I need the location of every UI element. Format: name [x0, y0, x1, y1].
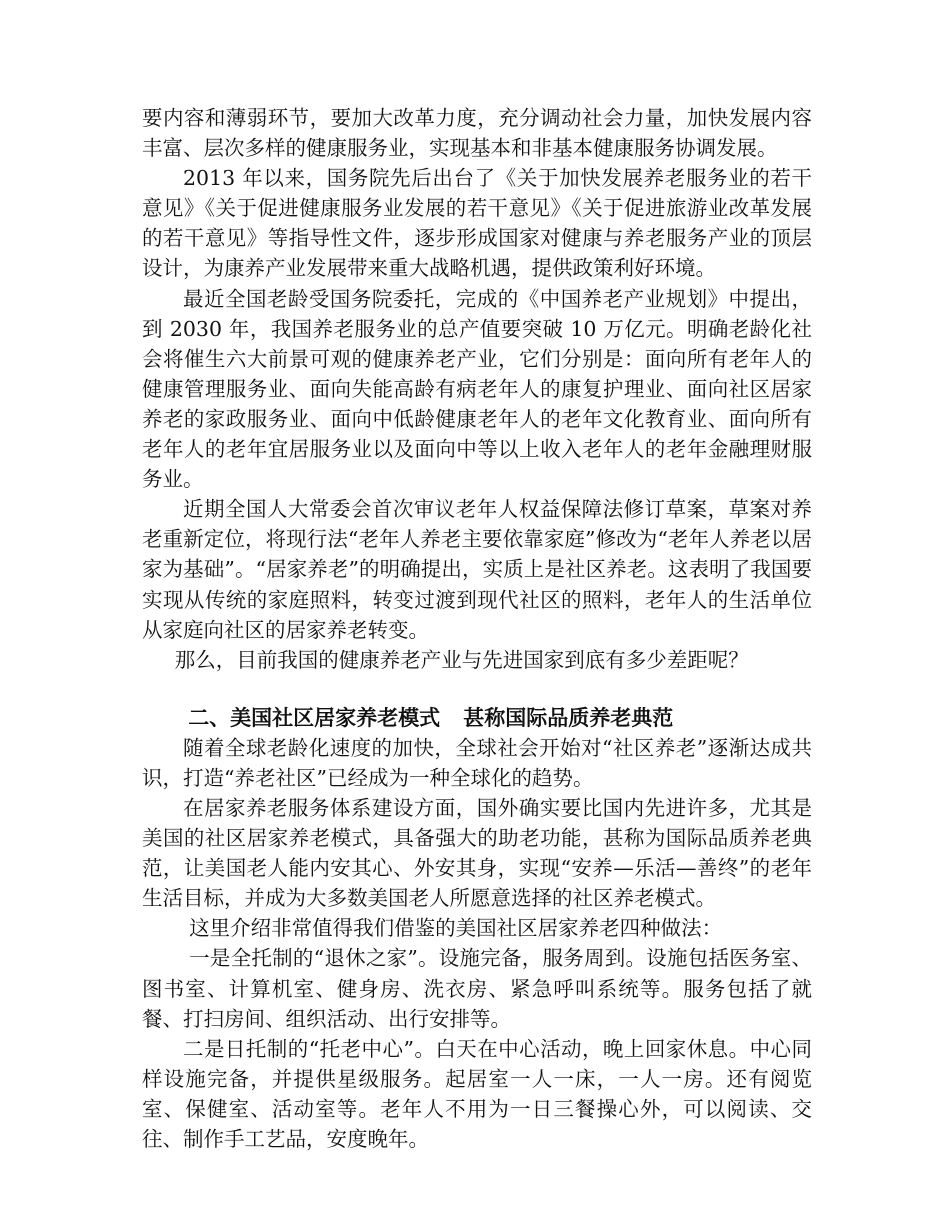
- section-heading: [142, 703, 812, 733]
- paragraph-industry-plan: 最近全国老龄受国务院委托，完成的《中国养老产业规划》中提出，到 2030 年，我国养老服务业的总产值要突破 10 万亿元。明确老龄化社会将催生六大前景可观的健康养老产业，它们分别是：面向所有老年人的健康管理服务业、面向失能高龄有病老年人的康复护理业、面向社区居家养老的家政服务业、面向中低龄健康老年人的老年文化教育业、面向所有老年人的老年宜居服务业以及面向中等以上收入老年人的老年金融理财服务业。: [142, 286, 812, 492]
- paragraph-continuation: 要内容和薄弱环节，要加大改革力度，充分调动社会力量，加快发展内容丰富、层次多样的健康服务业，实现基本和非基本健康服务协调发展。: [142, 106, 812, 161]
- paragraph-method-one: 一是全托制的“退休之家”。设施完备，服务周到。设施包括医务室、图书室、计算机室、健身房、洗衣房、紧急呼叫系统等。服务包括了就餐、打扫房间、组织活动、出行安排等。: [142, 946, 812, 1031]
- paragraph-global-trend: 随着全球老龄化速度的加快，全球社会开始对“社区养老”逐渐达成共识，打造“养老社区”已经成为一种全球化的趋势。: [142, 735, 812, 790]
- paragraph-law-revision: 近期全国人大常委会首次审议老年人权益保障法修订草案，草案对养老重新定位，将现行法“老年人养老主要依靠家庭”修改为“老年人养老以居家为基础”。“居家养老”的明确提出，实质上是社区养老。这表明了我国要实现从传统的家庭照料，转变过渡到现代社区的照料，老年人的生活单位从家庭向社区的居家养老转变。: [142, 497, 812, 642]
- document-body: [142, 103, 812, 1154]
- section-heading-part2: 甚称国际品质养老典范: [463, 705, 674, 730]
- paragraph-us-model: 在居家养老服务体系建设方面，国外确实要比国内先进许多，尤其是美国的社区居家养老模式，具备强大的助老功能，甚称为国际品质养老典范，让美国老人能内安其心、外安其身，实现“安养—乐活—善终”的老年生活目标，并成为大多数美国老人所愿意选择的社区养老模式。: [142, 795, 812, 911]
- section-heading-part1: 二、美国社区居家养老模式: [188, 705, 441, 730]
- paragraph-four-methods-intro: 这里介绍非常值得我们借鉴的美国社区居家养老四种做法：: [189, 916, 723, 941]
- paragraph-policy-documents: 2013 年以来，国务院先后出台了《关于加快发展养老服务业的若干意见》《关于促进健康服务业发展的若干意见》《关于促进旅游业改革发展的若干意见》等指导性文件，逐步形成国家对健康与养老服务产业的顶层设计，为康养产业发展带来重大战略机遇，提供政策利好环境。: [142, 166, 812, 281]
- paragraph-question: 那么，目前我国的健康养老产业与先进国家到底有多少差距呢？: [174, 647, 749, 672]
- paragraph-method-two: 二是日托制的“托老中心”。白天在中心活动，晚上回家休息。中心同样设施完备，并提供星级服务。起居室一人一床，一人一房。还有阅览室、保健室、活动室等。老年人不用为一日三餐操心外，可以阅读、交往、制作手工艺品，安度晚年。: [142, 1036, 812, 1151]
